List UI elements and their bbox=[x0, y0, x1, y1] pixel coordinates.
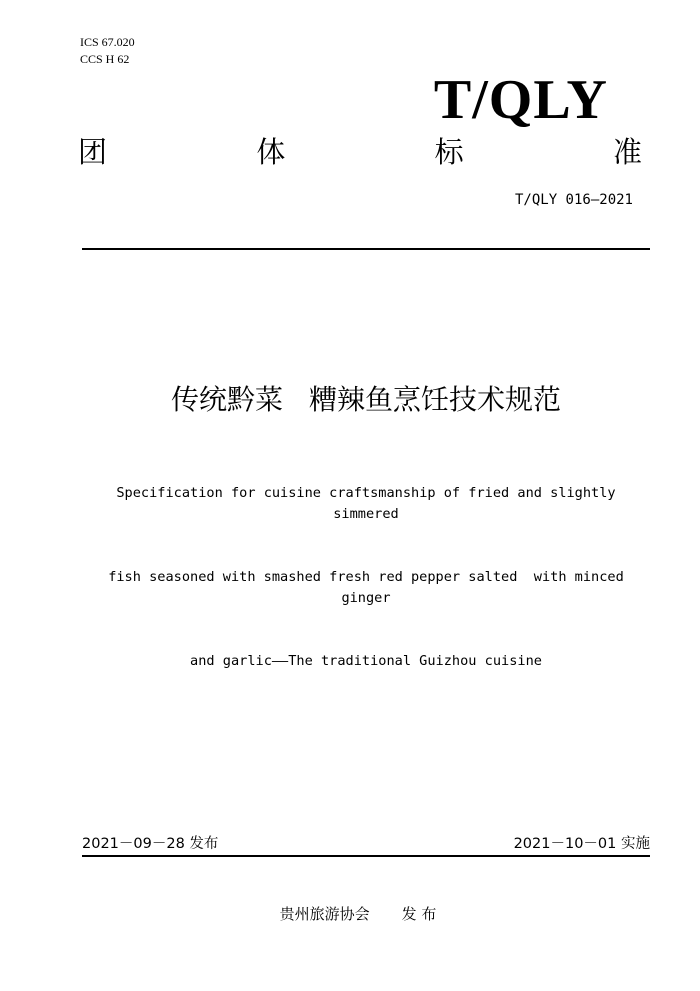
english-title-line-3: and garlic——The traditional Guizhou cuisine bbox=[190, 653, 542, 669]
publish-date: 2021－09－28 发布 bbox=[82, 836, 219, 852]
publisher-name: 贵州旅游协会 bbox=[279, 905, 370, 923]
ics-code: ICS 67.020 bbox=[80, 35, 135, 49]
chinese-title-part1: 传统黔菜 bbox=[170, 383, 283, 416]
ccs-code: CCS H 62 bbox=[80, 52, 130, 66]
implement-date: 2021－10－01 实施 bbox=[513, 836, 650, 852]
standard-type-char-3: 标 bbox=[434, 135, 464, 169]
standard-number: T/QLY 016—2021 bbox=[514, 192, 633, 208]
english-title bbox=[82, 441, 650, 693]
standard-type-char-1: 团 bbox=[78, 135, 108, 169]
standard-type bbox=[78, 134, 642, 170]
top-divider bbox=[82, 248, 650, 250]
chinese-title bbox=[0, 382, 700, 418]
standard-type-char-4: 准 bbox=[612, 135, 642, 169]
english-title-line-2: fish seasoned with smashed fresh red pepper salted with minced ginger bbox=[108, 569, 632, 606]
standard-type-char-2: 体 bbox=[256, 135, 286, 169]
classification-codes bbox=[80, 34, 135, 68]
standard-logo: T/QLY bbox=[433, 69, 608, 131]
chinese-title-part2: 糟辣鱼烹饪技术规范 bbox=[309, 383, 562, 416]
bottom-divider bbox=[82, 855, 650, 857]
dates-row bbox=[82, 834, 650, 854]
publish-label: 发 布 bbox=[401, 905, 437, 923]
publisher-line bbox=[0, 904, 700, 924]
english-title-line-1: Specification for cuisine craftsmanship of fried and slightly simmered bbox=[116, 485, 624, 522]
